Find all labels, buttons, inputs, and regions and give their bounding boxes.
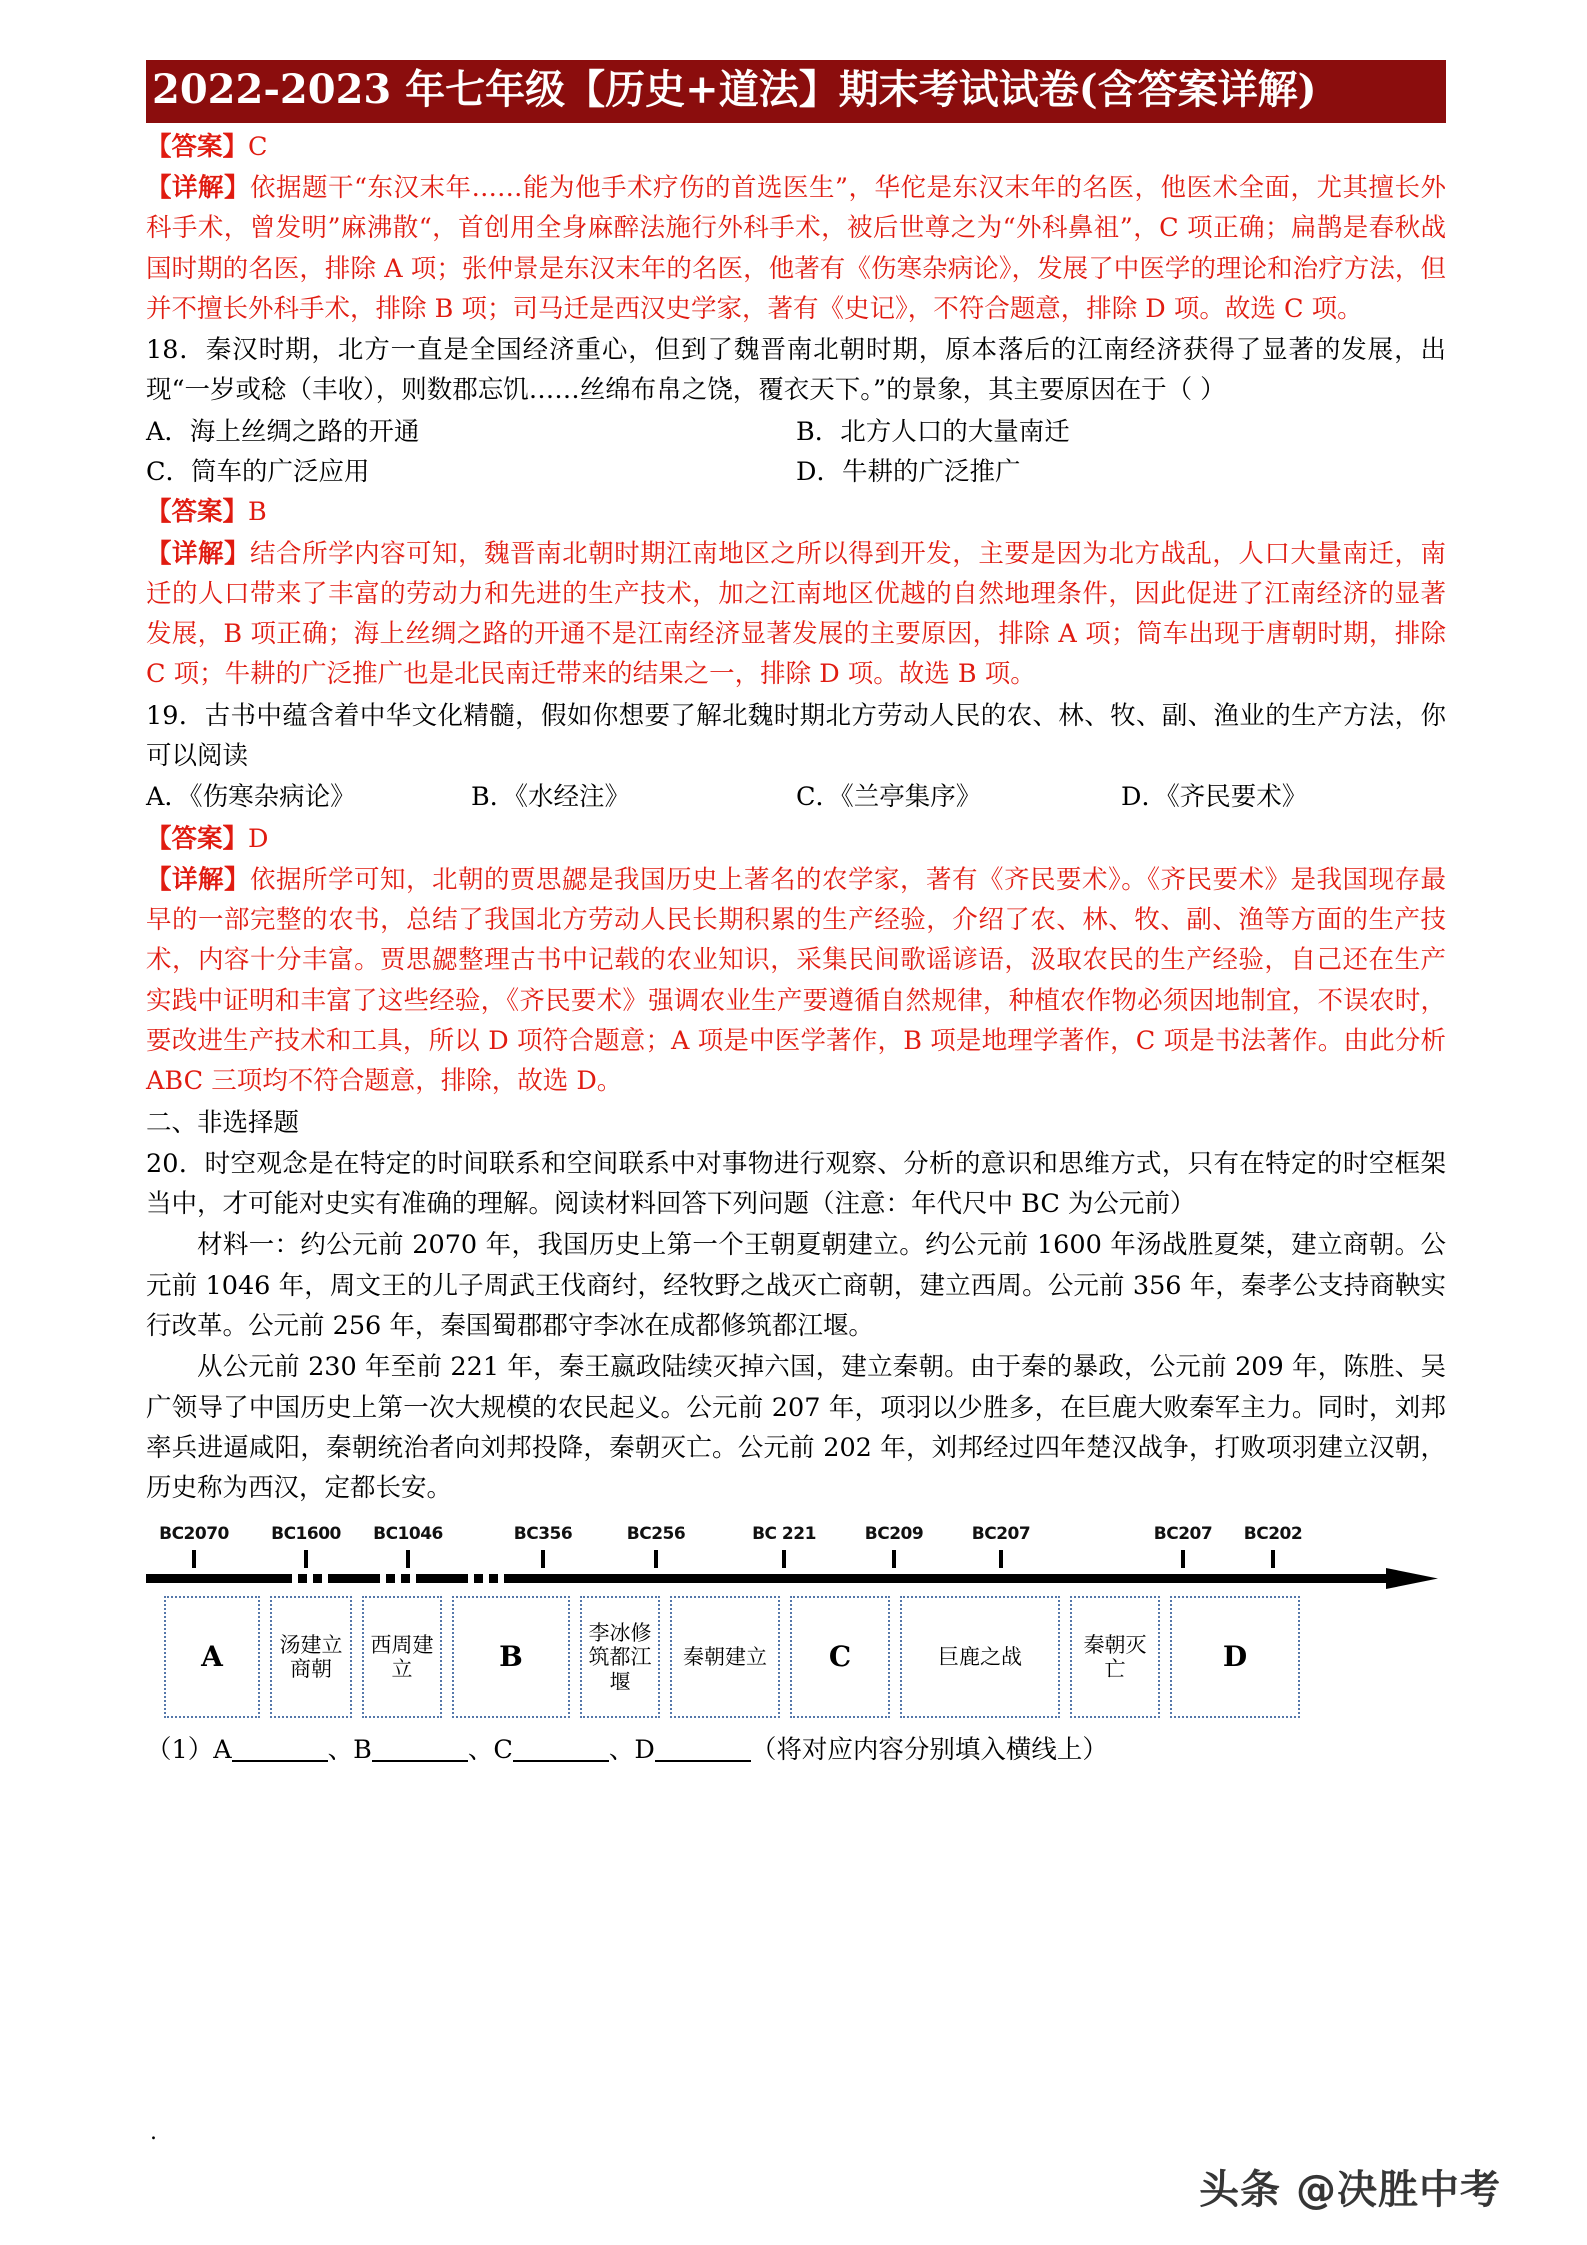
- blank-prefix-c: 、C: [467, 1735, 513, 1766]
- timeline-blank-box[interactable]: [452, 1596, 570, 1718]
- explain-label: 【详解】: [146, 173, 250, 204]
- timeline-tick-mark: [541, 1550, 545, 1568]
- question-18-options-row2: [146, 452, 1446, 492]
- question-19-stem: 19．古书中蕴含着中华文化精髓，假如你想要了解北魏时期北方劳动人民的农、林、牧、副、渔业的生产方法，你可以阅读: [146, 700, 1446, 772]
- timeline-tick-mark: [892, 1550, 896, 1568]
- answer-value: D: [248, 823, 269, 854]
- q18-explain-line: [146, 534, 1446, 695]
- watermark: 头条 @决胜中考: [1199, 2167, 1501, 2213]
- timeline-tick-mark: [406, 1550, 410, 1568]
- option-c[interactable]: C．《兰亭集序》: [796, 782, 982, 813]
- timeline-box-text: A: [201, 1640, 223, 1674]
- timeline-tick-label: BC1600: [271, 1524, 341, 1545]
- q17-answer-line: [146, 127, 1446, 167]
- option-c[interactable]: C．筒车的广泛应用: [146, 457, 370, 488]
- timeline-box-text: 李冰修筑都江堰: [588, 1620, 652, 1694]
- explain-text: 依据题干“东汉末年……能为他手术疗伤的首选医生”，华佗是东汉末年的名医，他医术全面，尤其擅长外科手术，曾发明”麻沸散“，首创用全身麻醉法施行外科手术，被后世尊之为“外科鼻祖”，C 项正确；扁鹊是春秋战国时期的名医，排除 A 项；张仲景是东汉末年的名医，他著有《伤寒杂病论》，发展了中医学的理论和治疗方法，但并不擅长外科手术，排除 B 项；司马迁是西汉史学家，著有《史记》，不符合题意，排除 D 项。故选 C 项。: [146, 173, 1446, 324]
- timeline-blank-box[interactable]: [164, 1596, 260, 1718]
- timeline-event-box: [900, 1596, 1060, 1718]
- timeline-tick-label: BC207: [971, 1524, 1031, 1545]
- question-20-subquestion-1: [146, 1730, 1446, 1770]
- q18-answer-line: [146, 492, 1446, 532]
- answer-value: C: [248, 131, 268, 162]
- question-20-stem: 20．时空观念是在特定的时间联系和空间联系中对事物进行观察、分析的意识和思维方式，只有在特定的时空框架当中，才可能对史实有准确的理解。阅读材料回答下列问题（注意：年代尺中 BC 为公元前）: [146, 1148, 1446, 1220]
- timeline-tick-label: BC256: [626, 1524, 686, 1545]
- timeline-box-text: B: [499, 1640, 523, 1674]
- blank-suffix-note: （将对应内容分别填入横线上）: [750, 1735, 1108, 1766]
- timeline-event-box: [270, 1596, 352, 1718]
- timeline-tick-label: BC209: [864, 1524, 924, 1545]
- answer-label: 【答案】: [146, 131, 249, 162]
- answer-label: 【答案】: [146, 823, 249, 854]
- section-heading-two: 二、非选择题: [146, 1107, 300, 1138]
- q19-explain-line: [146, 860, 1446, 1102]
- timeline-tick-mark: [1271, 1550, 1275, 1568]
- page-title: 2022-2023 年七年级【历史+道法】期末考试试卷(含答案详解): [146, 60, 1446, 123]
- timeline-event-box: [580, 1596, 660, 1718]
- q17-explain-line: [146, 168, 1446, 329]
- timeline-event-boxes: [146, 1596, 1446, 1718]
- timeline-tick-mark: [654, 1550, 658, 1568]
- timeline-tick-mark: [192, 1550, 196, 1568]
- timeline-tick-mark: [999, 1550, 1003, 1568]
- stray-dot-mark: .: [150, 2120, 157, 2145]
- blank-c[interactable]: [513, 1736, 609, 1762]
- blank-b[interactable]: [372, 1736, 468, 1762]
- page-content: [146, 60, 1446, 1771]
- timeline-tick-label: BC2070: [159, 1524, 229, 1545]
- timeline-blank-box[interactable]: [790, 1596, 890, 1718]
- question-19-options: [146, 777, 1446, 818]
- q19-answer-line: [146, 819, 1446, 859]
- timeline-box-text: 秦朝建立: [683, 1645, 767, 1670]
- timeline-axis: [146, 1568, 1446, 1590]
- explain-label: 【详解】: [146, 538, 251, 569]
- timeline-tick-label: BC1046: [373, 1524, 443, 1545]
- option-d[interactable]: D．《齐民要术》: [1121, 782, 1308, 813]
- timeline-tick-label: BC356: [513, 1524, 573, 1545]
- timeline-event-box: [670, 1596, 780, 1718]
- timeline-tick-labels: [146, 1524, 1446, 1550]
- timeline-box-text: 巨鹿之战: [938, 1645, 1022, 1670]
- timeline-figure: [146, 1524, 1446, 1720]
- timeline-event-box: [1070, 1596, 1160, 1718]
- option-b[interactable]: B．北方人口的大量南迁: [796, 416, 1070, 447]
- timeline-tick-label: BC 221: [752, 1524, 816, 1545]
- timeline-tick-label: BC202: [1243, 1524, 1303, 1545]
- blank-d[interactable]: [655, 1736, 751, 1762]
- question-18-stem: 18．秦汉时期，北方一直是全国经济重心，但到了魏晋南北朝时期，原本落后的江南经济获得了显著的发展，出现“一岁或稔（丰收），则数郡忘饥……丝绵布帛之饶，覆衣天下。”的景象，其主要原因在于（ ）: [146, 335, 1446, 406]
- timeline-box-text: D: [1222, 1640, 1248, 1674]
- question-18-options-row1: [146, 412, 1446, 452]
- question-20-material-2: 从公元前 230 年至前 221 年，秦王嬴政陆续灭掉六国，建立秦朝。由于秦的暴政，公元前 209 年，陈胜、吴广领导了中国历史上第一次大规模的农民起义。公元前 207 年，项羽以少胜多，在巨鹿大败秦军主力。同时，刘邦率兵进逼咸阳，秦朝统治者向刘邦投降，秦朝灭亡。公元前 202 年，刘邦经过四年楚汉战争，打败项羽建立汉朝，历史称为西汉，定都长安。: [146, 1352, 1446, 1504]
- timeline-box-text: 汤建立商朝: [279, 1633, 343, 1682]
- answer-label: 【答案】: [146, 497, 249, 528]
- blank-prefix-d: 、D: [608, 1735, 655, 1766]
- question-20-material-1: 材料一：约公元前 2070 年，我国历史上第一个王朝夏朝建立。约公元前 1600 年汤战胜夏桀，建立商朝。公元前 1046 年，周文王的儿子周武王伐商纣，经牧野之战灭亡商朝，建立西周。公元前 356 年，秦孝公支持商鞅实行改革。公元前 256 年，秦国蜀郡郡守李冰在成都修筑都江堰。: [146, 1230, 1446, 1341]
- option-d[interactable]: D．牛耕的广泛推广: [796, 457, 1021, 488]
- answer-value: B: [248, 497, 267, 528]
- option-a[interactable]: A．《伤寒杂病论》: [146, 782, 356, 813]
- timeline-tick-mark: [1181, 1550, 1185, 1568]
- timeline-box-text: 西周建立: [370, 1633, 434, 1682]
- timeline-tick-mark: [782, 1550, 786, 1568]
- timeline-box-text: C: [828, 1640, 852, 1674]
- timeline-event-box: [362, 1596, 442, 1718]
- explain-label: 【详解】: [146, 864, 250, 895]
- timeline-tick-label: BC207: [1153, 1524, 1213, 1545]
- timeline-tick-mark: [304, 1550, 308, 1568]
- blank-prefix-b: 、B: [327, 1735, 372, 1766]
- blank-prefix-a: （1）A: [146, 1735, 232, 1766]
- timeline-blank-box[interactable]: [1170, 1596, 1300, 1718]
- option-a[interactable]: A．海上丝绸之路的开通: [146, 416, 420, 447]
- explain-text: 依据所学可知，北朝的贾思勰是我国历史上著名的农学家，著有《齐民要术》。《齐民要术》是我国现存最早的一部完整的农书，总结了我国北方劳动人民长期积累的生产经验，介绍了农、林、牧、副、渔等方面的生产技术，内容十分丰富。贾思勰整理古书中记载的农业知识，采集民间歌谣谚语，汲取农民的生产经验，自己还在生产实践中证明和丰富了这些经验，《齐民要术》强调农业生产要遵循自然规律，种植农作物必须因地制宜，不误农时，要改进生产技术和工具，所以 D 项符合题意；A 项是中医学著作，B 项是地理学著作，C 项是书法著作。由此分析 ABC 三项均不符合题意，排除，故选 D。: [146, 864, 1446, 1097]
- option-b[interactable]: B．《水经注》: [471, 782, 630, 813]
- explain-text: 结合所学内容可知，魏晋南北朝时期江南地区之所以得到开发，主要是因为北方战乱，人口大量南迁，南迁的人口带来了丰富的劳动力和先进的生产技术，加之江南地区优越的自然地理条件，因此促进了江南经济的显著发展，B 项正确；海上丝绸之路的开通不是江南经济显著发展的主要原因，排除 A 项；筒车出现于唐朝时期，排除 C 项；牛耕的广泛推广也是北民南迁带来的结果之一，排除 D 项。故选 B 项。: [146, 538, 1446, 690]
- blank-a[interactable]: [232, 1736, 328, 1762]
- timeline-box-text: 秦朝灭亡: [1083, 1633, 1147, 1682]
